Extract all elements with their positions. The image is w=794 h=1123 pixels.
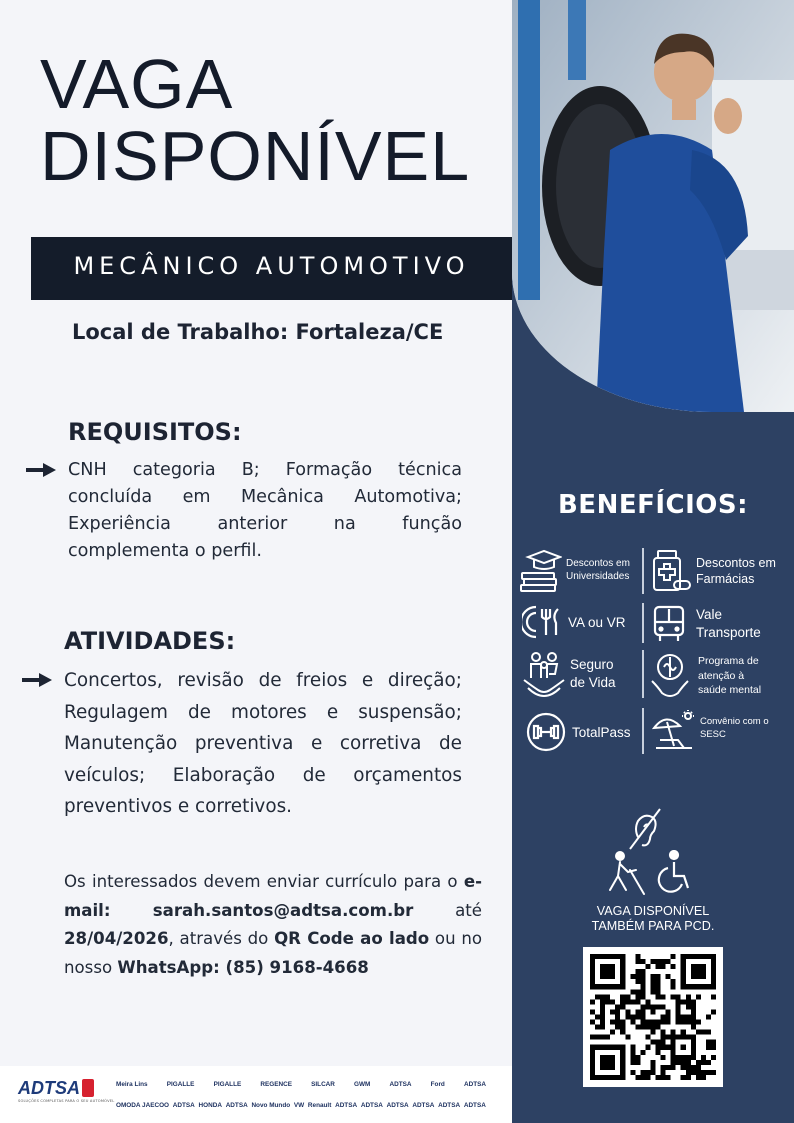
- benefit-totalpass: [526, 712, 631, 752]
- benefit-label: Convênio com o: [700, 716, 769, 727]
- partner-logo: ADTSA: [463, 1101, 486, 1109]
- qr-code-image[interactable]: [590, 954, 716, 1080]
- benefit-label: atenção à: [698, 669, 745, 682]
- pcd-line-2: TAMBÉM PARA PCD.: [591, 919, 715, 933]
- footer-logos: [0, 1066, 512, 1123]
- benefit-transport-voucher: [650, 604, 761, 644]
- partner-logo: PIGALLE: [166, 1080, 195, 1088]
- activities-text: Concertos, revisão de freios e direção; Regulagem de motores e suspensão; Manutenção preventiva e corretiva de veículos; Elaboração de orçamentos preventivos e corretivos.: [64, 670, 462, 818]
- arrow-right-icon: [22, 673, 52, 687]
- partner-logo: HONDA: [198, 1101, 222, 1109]
- graduation-books-icon: [518, 547, 562, 593]
- partner-logo: ADTSA: [389, 1080, 412, 1088]
- partner-logo: PIGALLE: [213, 1080, 242, 1088]
- contact-text-4: ou no nosso: [64, 929, 483, 977]
- partner-logo: ADTSA: [386, 1101, 409, 1109]
- activities-title: ATIVIDADES:: [64, 627, 236, 655]
- mechanic-photo: [512, 0, 794, 412]
- partner-logo: Renault: [307, 1101, 332, 1109]
- benefit-label: Universidades: [566, 571, 630, 582]
- pcd-notice: [512, 904, 794, 934]
- partner-row-2: [116, 1096, 486, 1114]
- work-location: Local de Trabalho: Fortaleza/CE: [72, 320, 444, 344]
- application-deadline: 28/04/2026: [64, 929, 169, 949]
- wheelchair-icon: [654, 850, 694, 894]
- benefit-label: Descontos em: [566, 558, 630, 569]
- partner-logo: Meira Lins: [116, 1080, 148, 1088]
- partner-row-1: [116, 1075, 486, 1093]
- benefit-pharmacy-discount: [650, 547, 776, 595]
- divider: [642, 548, 644, 594]
- partner-logo: ADTSA: [463, 1080, 486, 1088]
- benefit-sesc-agreement: [652, 710, 769, 752]
- pharmacy-icon: [650, 547, 692, 595]
- divider: [642, 650, 644, 698]
- partner-logo: SILCAR: [311, 1080, 335, 1088]
- benefit-label: VA ou VR: [568, 614, 626, 630]
- partner-logo: Novo Mundo: [251, 1101, 291, 1109]
- benefit-meal-voucher: [522, 605, 626, 639]
- benefit-label: Programa de: [698, 655, 759, 668]
- job-role: MECÂNICO AUTOMOTIVO: [73, 252, 470, 280]
- pcd-line-1: VAGA DISPONÍVEL: [596, 904, 710, 918]
- partner-logo: ADTSA: [225, 1101, 248, 1109]
- benefit-label: SESC: [700, 729, 726, 740]
- divider: [642, 603, 644, 643]
- benefits-title: BENEFÍCIOS:: [557, 490, 748, 520]
- benefit-university-discount: [518, 547, 630, 593]
- requirements-title: REQUISITOS:: [68, 418, 242, 446]
- benefit-label: Vale: [696, 607, 723, 622]
- qr-code-reference: QR Code ao lado: [274, 929, 430, 949]
- partner-logo: GWM: [354, 1080, 371, 1088]
- partner-logo: Ford: [430, 1080, 445, 1088]
- dumbbell-icon: [526, 712, 566, 752]
- arrow-right-icon: [26, 463, 56, 477]
- partner-logo: REGENCE: [260, 1080, 292, 1088]
- benefit-label: Descontos em: [696, 556, 776, 570]
- contact-email[interactable]: e-mail: sarah.santos@adtsa.com.br: [64, 872, 482, 920]
- application-qr-code[interactable]: [583, 947, 723, 1087]
- contact-text-3: , através do: [168, 929, 275, 949]
- partner-logo: VW: [293, 1101, 305, 1109]
- partner-logo: OMODA JAECOO: [116, 1101, 170, 1109]
- divider: [642, 708, 644, 754]
- benefit-label: TotalPass: [572, 724, 631, 740]
- contact-text-1: Os interessados devem enviar currículo para o: [64, 872, 464, 891]
- benefit-life-insurance: [522, 650, 616, 698]
- logo-text: ADTSA: [18, 1078, 80, 1098]
- partner-logo: ADTSA: [172, 1101, 195, 1109]
- beach-icon: [652, 710, 696, 752]
- company-logo: [18, 1078, 114, 1103]
- visual-impairment-icon: [606, 850, 648, 896]
- application-instructions: [64, 868, 482, 982]
- mental-health-icon: [650, 653, 690, 699]
- partner-logo: ADTSA: [335, 1101, 358, 1109]
- logo-tagline: SOLUÇÕES COMPLETAS PARA O SEU AUTOMÓVEL: [18, 1099, 115, 1103]
- bus-icon: [650, 604, 688, 644]
- meal-icon: [522, 605, 564, 639]
- page-title: [40, 45, 471, 195]
- contact-whatsapp[interactable]: WhatsApp: (85) 9168-4668: [117, 957, 369, 977]
- partner-logo: ADTSA: [412, 1101, 435, 1109]
- contact-text-2: até: [413, 900, 482, 920]
- requirements-text: CNH categoria B; Formação técnica concluída em Mecânica Automotiva; Experiência anterior na função complementa o perfil.: [68, 460, 462, 561]
- benefit-label: Farmácias: [696, 572, 755, 586]
- hearing-impairment-icon: [624, 807, 666, 851]
- benefit-label: saúde mental: [698, 684, 762, 697]
- partner-logo: ADTSA: [438, 1101, 461, 1109]
- title-line-1: VAGA: [40, 45, 234, 123]
- benefit-label: de Vida: [570, 675, 616, 690]
- benefit-mental-health: [650, 653, 761, 699]
- title-line-2: DISPONÍVEL: [40, 117, 471, 195]
- logo-badge-icon: [82, 1079, 94, 1097]
- partner-brands: [116, 1075, 486, 1117]
- partner-logo: ADTSA: [360, 1101, 383, 1109]
- benefit-label: Transporte: [696, 625, 761, 640]
- life-insurance-icon: [522, 650, 566, 698]
- benefit-label: Seguro: [570, 657, 614, 672]
- job-role-banner: [31, 237, 512, 300]
